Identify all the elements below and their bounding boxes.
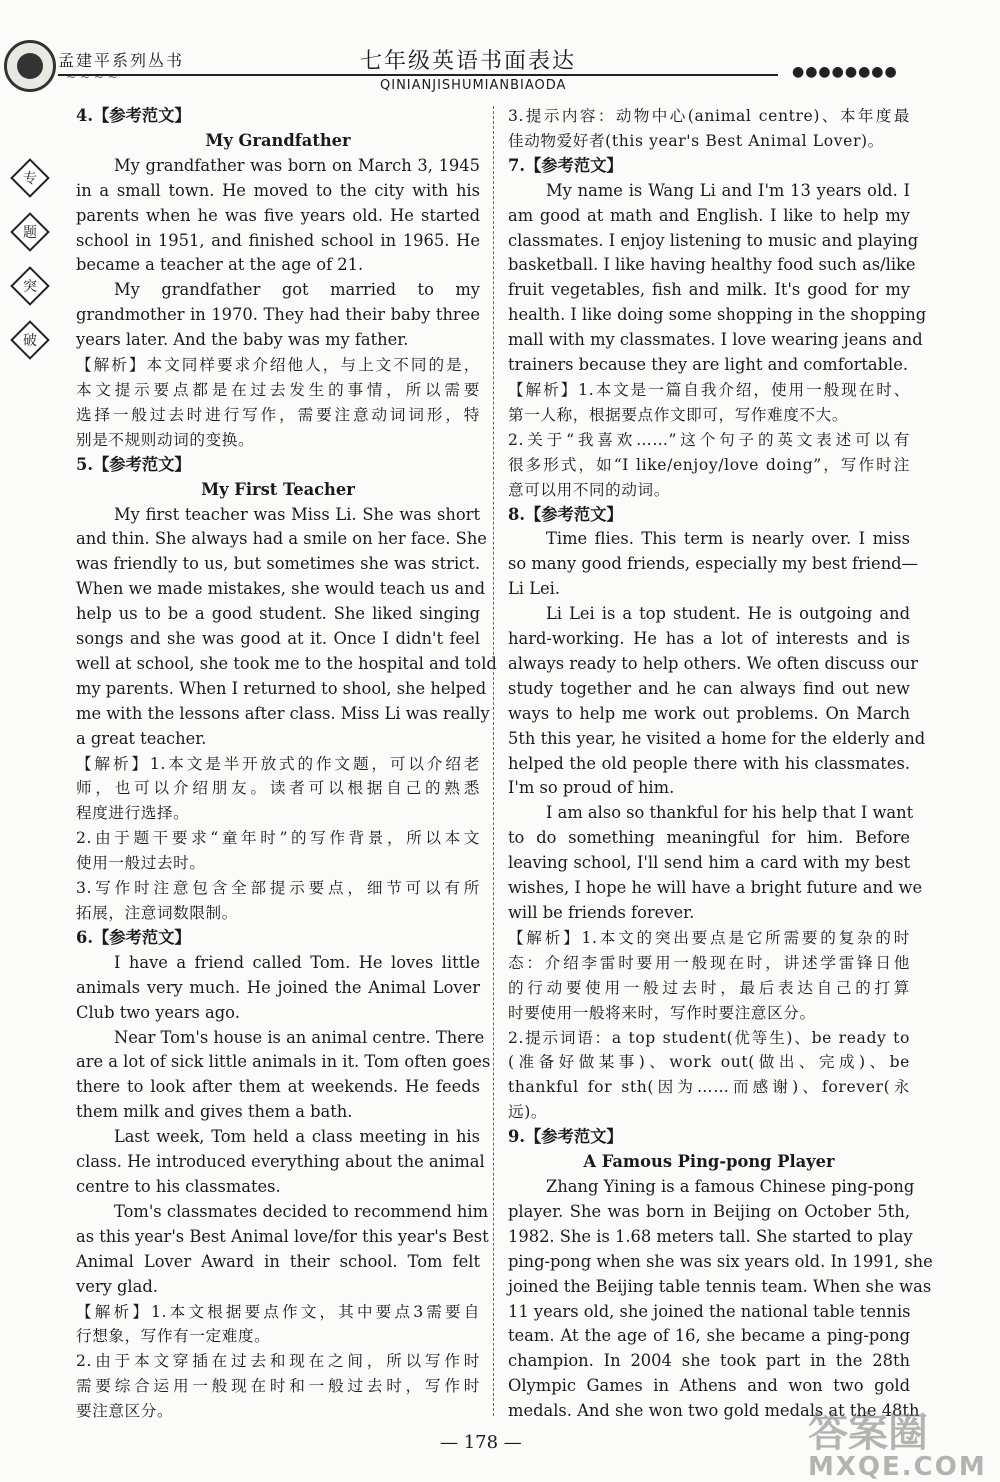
side-tab: 破 <box>10 320 50 360</box>
text-line: 意可以用不同的动词。 <box>508 480 670 499</box>
text-line: I am also so thankful for his help that I want <box>546 803 914 823</box>
header-dots-decoration: ●●●●●●●● <box>792 64 898 80</box>
section-heading: 5.【参考范文】 <box>76 454 191 474</box>
text-line: animals very much. He joined the Animal Lover <box>76 977 480 997</box>
text-line: 拓展，注意词数限制。 <box>76 904 238 922</box>
text-line: songs and she was good at it. Once I didn't feel <box>76 629 480 649</box>
text-line: 第一人称，根据要点作文即可，写作难度不大。 <box>508 405 849 424</box>
text-line: well at school, she took me to the hospital and told <box>76 653 497 673</box>
text-line: as this year's Best Animal love/for this year's Best <box>76 1226 489 1246</box>
text-line: 【解析】1.本文根据要点作文，其中要点3需要自 <box>76 1302 480 1321</box>
text-line: 5th this year, he visited a home for the elderly and <box>508 728 926 748</box>
text-line: 需要综合运用一般现在时和一般过去时，写作时 <box>76 1377 480 1396</box>
text-line: 3.写作时注意包含全部提示要点，细节可以有所 <box>76 879 480 898</box>
section-heading: 7.【参考范文】 <box>508 155 623 175</box>
text-line: 【解析】本文同样要求介绍他人，与上文不同的是， <box>76 356 480 375</box>
text-line: wishes, I hope he will have a bright future and we <box>508 878 923 898</box>
book-title-pinyin: QINIANJISHUMIANBIAODA <box>380 78 567 93</box>
text-line: Animal Lover Award in their school. Tom felt <box>76 1251 480 1271</box>
text-line: team. At the age of 16, she became a ping-pong <box>508 1326 910 1346</box>
text-line: I'm so proud of him. <box>508 778 675 798</box>
text-line: My first teacher was Miss Li. She was short <box>114 504 480 524</box>
left-column <box>76 104 497 1424</box>
text-line: My grandfather got married to my <box>114 280 480 300</box>
text-line: Last week, Tom held a class meeting in his <box>114 1127 480 1147</box>
text-line: 选择一般过去时进行写作，需要注意动词词形，特 <box>76 405 480 424</box>
text-line: centre to his classmates. <box>76 1176 281 1196</box>
text-line: Li Lei. <box>508 579 561 599</box>
side-tab: 专 <box>10 158 50 198</box>
text-line: study together and he can always find out new <box>508 678 910 698</box>
text-line: very glad. <box>76 1276 158 1296</box>
side-tab: 突 <box>10 266 50 306</box>
text-line: leaving school, I'll send him a card with my best <box>508 853 910 873</box>
text-line: them milk and gives them a bath. <box>76 1102 353 1122</box>
column-divider <box>493 106 494 1416</box>
text-line: 3.提示内容：动物中心(animal centre)、本年度最 <box>508 107 910 125</box>
text-line: 要注意区分。 <box>76 1402 174 1421</box>
essay-title: My Grandfather <box>205 130 351 150</box>
text-line: My name is Wang Li and I'm 13 years old. I <box>546 180 910 200</box>
text-line: parents when he was five years old. He started <box>76 205 480 225</box>
text-line: my parents. When I returned to shool, she helped <box>76 678 487 698</box>
section-heading: 4.【参考范文】 <box>76 106 191 125</box>
section-heading: 9.【参考范文】 <box>508 1127 623 1147</box>
text-line: so many good friends, especially my best friend— <box>508 554 918 574</box>
text-line: a great teacher. <box>76 728 207 748</box>
text-line: (准备好做某事)、work out(做出、完成)、be <box>508 1053 910 1072</box>
text-line: Tom's classmates decided to recommend him <box>114 1201 489 1221</box>
text-line: are a lot of sick little animals in it. Tom often goes <box>76 1052 491 1072</box>
text-line: 远)。 <box>508 1103 548 1122</box>
text-line: grandmother in 1970. They had their baby three <box>76 305 480 325</box>
text-line: school in 1951, and finished school in 1965. He <box>76 230 480 250</box>
text-line: trainers because they are light and comfortable. <box>508 355 909 375</box>
text-line: medals. And she won two gold medals at the 48th <box>508 1401 920 1421</box>
text-line: 【解析】1.本文是半开放式的作文题，可以介绍老 <box>76 754 480 773</box>
text-line: 别是不规则动词的变换。 <box>76 430 255 449</box>
text-line: me with the lessons after class. Miss Li was really <box>76 703 490 723</box>
text-line: champion. In 2004 she took part in the 28th <box>508 1351 910 1371</box>
text-line: 程度进行选择。 <box>76 804 190 823</box>
text-line: fruit vegetables, fish and milk. It's good for my <box>508 280 910 300</box>
text-line: will be friends forever. <box>508 903 695 922</box>
text-line: am good at math and English. I like to help my <box>508 205 910 225</box>
text-line: I have a friend called Tom. He loves little <box>114 952 480 972</box>
section-heading: 6.【参考范文】 <box>76 927 191 947</box>
text-line: 2.提示词语：a top student(优等生)、be ready to <box>508 1028 910 1047</box>
text-line: 【解析】1.本文的突出要点是它所需要的复杂的时 <box>508 928 910 947</box>
text-line: thankful for sth(因为……而感谢)、forever(永 <box>508 1078 910 1097</box>
text-line: My grandfather was born on March 3, 1945 <box>114 155 480 175</box>
text-line: 时要使用一般将来时，写作时要注意区分。 <box>508 1003 816 1022</box>
text-line: 2.由于本文穿插在过去和现在之间，所以写作时 <box>76 1352 480 1371</box>
text-line: Club two years ago. <box>76 1002 240 1022</box>
text-line: years later. And the baby was my father. <box>76 330 409 350</box>
text-line: 2.关于“我喜欢……”这个句子的英文表述可以有 <box>508 430 910 449</box>
text-line: health. I like doing some shopping in the shopping <box>508 305 927 325</box>
text-line: 佳动物爱好者(this year's Best Animal Lover)。 <box>508 131 884 150</box>
text-line: 的行动要使用一般过去时，最后表达自己的打算 <box>508 978 910 997</box>
text-line: Li Lei is a top student. He is outgoing and <box>546 604 910 624</box>
text-line: 行想象，写作有一定难度。 <box>76 1327 271 1346</box>
text-line: 11 years old, she joined the national table tennis <box>508 1301 911 1321</box>
right-column <box>508 104 933 1424</box>
text-line: Olympic Games in Athens and won two gold <box>508 1376 910 1396</box>
publisher-logo-icon <box>4 40 56 92</box>
text-line: helped the old people there with his classmates. <box>508 753 910 773</box>
text-line: class. He introduced everything about the animal <box>76 1152 485 1172</box>
text-line: was friendly to us, but sometimes she was strict. <box>76 554 480 574</box>
side-tabs <box>14 152 42 380</box>
text-line: always ready to help others. We often discuss our <box>508 653 919 673</box>
text-line: Near Tom's house is an animal centre. There <box>114 1027 485 1047</box>
text-line: ways to help me work out problems. On March <box>508 703 910 723</box>
page-number: — 178 — <box>440 1432 522 1453</box>
text-line: to do something meaningful for him. Before <box>508 828 910 848</box>
text-line: 1982. She is 1.68 meters tall. She started to play <box>508 1226 913 1246</box>
text-line: 本文提示要点都是在过去发生的事情，所以需要 <box>76 380 480 399</box>
essay-title: My First Teacher <box>201 479 355 499</box>
text-line: joined the Beijing table tennis team. When she was <box>508 1276 932 1296</box>
watermark: 答案圈 MXQE.COM <box>808 1410 987 1482</box>
section-heading: 8.【参考范文】 <box>508 504 623 524</box>
side-tab: 题 <box>10 212 50 252</box>
text-line: 2.由于题干要求“童年时”的写作背景，所以本文 <box>76 829 480 848</box>
text-line: 【解析】1.本文是一篇自我介绍，使用一般现在时、 <box>508 380 910 399</box>
text-line: help us to be a good student. She liked singing <box>76 604 480 624</box>
essay-title: A Famous Ping-pong Player <box>583 1152 835 1172</box>
page-header <box>0 0 1000 100</box>
header-rule <box>58 74 778 76</box>
text-line: there to look after them at weekends. He feeds <box>76 1077 480 1097</box>
text-line: mall with my classmates. I love wearing jeans and <box>508 330 923 350</box>
text-line: Zhang Yining is a famous Chinese ping-pong <box>546 1176 915 1196</box>
book-title: 七年级英语书面表达 <box>360 49 577 74</box>
text-line: in a small town. He moved to the city with his <box>76 180 480 200</box>
series-name: 孟建平系列丛书 <box>58 51 185 70</box>
text-line: basketball. I like having healthy food such as/like <box>508 255 916 275</box>
text-line: ping-pong when she was six years old. In 1991, she <box>508 1251 933 1271</box>
text-line: and thin. She always had a smile on her face. She <box>76 529 487 549</box>
text-line: Time flies. This term is nearly over. I miss <box>546 529 910 549</box>
text-line: 使用一般过去时。 <box>76 854 206 873</box>
text-line: player. She was born in Beijing on October 5th, <box>508 1201 910 1221</box>
text-line: became a teacher at the age of 21. <box>76 255 364 275</box>
text-line: classmates. I enjoy listening to music and playing <box>508 230 919 250</box>
text-line: 态：介绍李雷时要用一般现在时，讲述学雷锋日他 <box>508 953 910 972</box>
text-line: When we made mistakes, she would teach us and <box>76 579 486 599</box>
text-line: 师，也可以介绍朋友。读者可以根据自己的熟悉 <box>76 779 480 798</box>
text-line: hard-working. He has a lot of interests and is <box>508 629 910 649</box>
text-line: 很多形式，如“I like/enjoy/love doing”，写作时注 <box>508 455 910 474</box>
decorative-script: ~ ~ ~ ~ <box>66 70 118 84</box>
